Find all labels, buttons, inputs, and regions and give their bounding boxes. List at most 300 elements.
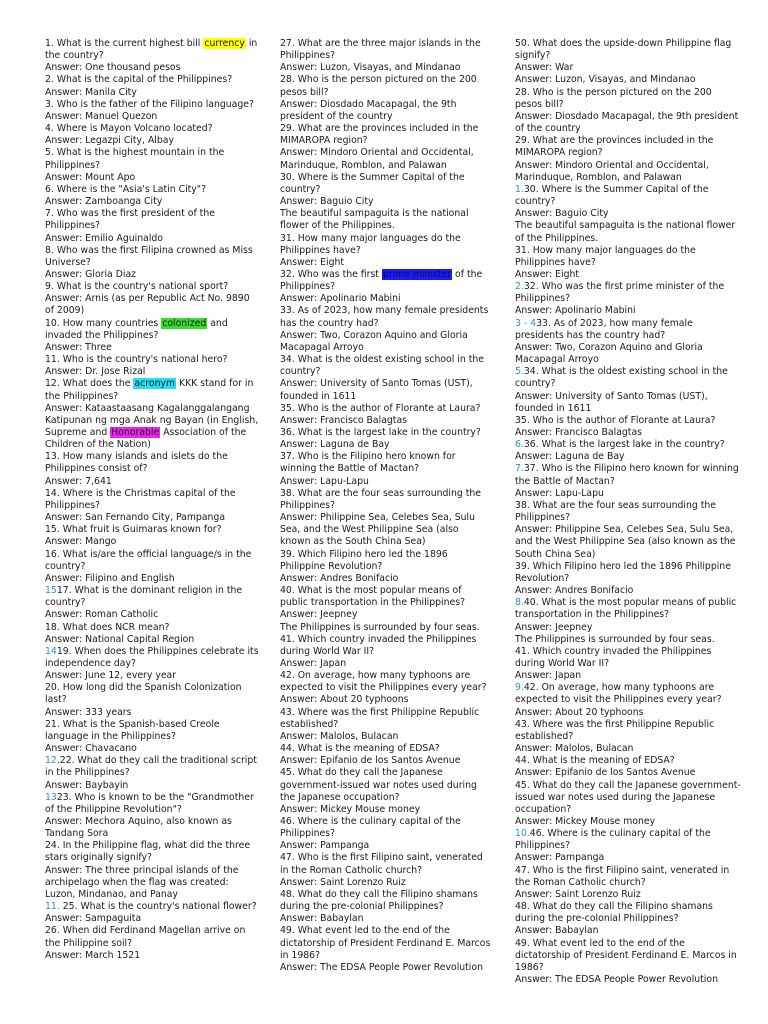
text-run: Answer: Diosdado Macapagal, the 9th president of the country [280,98,457,122]
text-run: 30. Where is the Summer Capital of the country? [280,171,465,195]
text-run: Answer: Jeepney [515,621,593,633]
question-line [45,354,259,366]
text-run: 15. What fruit is Guimaras known for? [45,524,222,536]
text-run: Answer: Andres Bonifacio [515,585,634,597]
text-run: Answer: University of Santo Tomas (UST), founded in 1611 [515,390,708,414]
question-line [280,549,492,573]
answer-line [280,755,492,767]
answer-line [45,634,259,646]
text-run: 2. What is the capital of the Philippines? [45,74,233,86]
text-run: 48. What do they call the Filipino shamans during the pre-colonial Philippines? [515,901,713,925]
text-run: Answer: The EDSA People Power Revolution [515,974,718,986]
question-line [45,755,259,779]
text-run: 40. What is the most popular means of public transportation in the Philippines? [515,597,737,621]
answer-line [45,512,259,524]
question-line [515,865,741,889]
question-line [280,38,492,62]
answer-line [515,622,741,634]
text-run: Answer: Manuel Quezon [45,110,158,122]
text-run: 47. Who is the first Filipino saint, venerated in the Roman Catholic church? [515,864,730,888]
text-run: 20. How long did the Spanish Colonization last? [45,682,242,706]
question-line [515,38,741,62]
answer-line [45,950,259,962]
text-run: 8. Who was the first Filipina crowned as Miss Universe? [45,244,253,268]
text-run: Answer: Roman Catholic [45,609,159,621]
answer-line [515,488,741,500]
answer-line [45,476,259,488]
answer-line [515,111,741,135]
answer-line [515,816,741,828]
text-run: Answer: Mindoro Oriental and Occidental, Marinduque, Romblon, and Palawan [515,159,709,183]
answer-line [515,208,741,220]
question-line [515,719,741,743]
question-line [515,184,741,208]
text-run: 36. What is the largest lake in the country? [280,427,481,438]
text-run: 38. What are the four seas surrounding the Philippines? [280,487,481,511]
answer-line [45,780,259,792]
text-run: Answer: Two, Corazon Aquino and Gloria Macapagal Arroyo [280,329,468,353]
answer-line [45,342,259,354]
question-line [515,366,741,390]
text-run: 30. Where is the Summer Capital of the country? [515,183,709,208]
text-run: in the country? [45,38,258,62]
question-line [515,682,741,706]
text-run: Answer: Mickey Mouse money [280,803,421,815]
question-line [280,427,492,439]
answer-line [280,913,492,925]
question-line [515,318,741,342]
text-run: 33. As of 2023, how many female presidents has the country had? [280,305,489,329]
answer-line [280,257,492,269]
answer-line [45,293,259,317]
question-line [280,889,492,913]
answer-line [515,889,741,901]
question-line [515,281,741,305]
text-run: Answer: Eight [280,256,345,268]
question-line [515,220,741,244]
answer-line [45,816,259,840]
answer-line [45,743,259,755]
text-run: The Philippines is surrounded by four seas. [515,633,715,645]
question-line [45,901,259,913]
text-run: Answer: Malolos, Bulacan [280,730,399,742]
answer-line [515,269,741,281]
text-run: Answer: Philippine Sea, Celebes Sea, Sulu Sea, and the West Philippine Sea (also known as the South China Sea) [515,524,736,560]
text-run: 43. Where was the first Philippine Republic established? [280,706,480,730]
answer-line [515,160,741,184]
text-run: 37. Who is the Filipino hero known for winning the Battle of Mactan? [280,451,456,475]
text-run: Answer: Epifanio de los Santos Avenue [515,767,696,779]
text-run: Answer: National Capital Region [45,633,195,645]
question-line [515,87,741,111]
question-line [45,792,259,816]
text-run: Answer: Andres Bonifacio [280,572,399,584]
text-column-1 [45,38,259,962]
answer-line [280,877,492,889]
text-run: Answer: Philippine Sea, Celebes Sea, Sulu Sea, and the West Philippine Sea (also known as the South China Sea) [280,512,476,548]
text-run: 41. Which country invaded the Philippines during World War II? [515,645,712,669]
question-line [515,463,741,487]
answer-line [45,913,259,925]
text-run: 41. Which country invaded the Philippines during World War II? [280,633,477,657]
text-run: 49. What event led to the end of the dictatorship of President Ferdinand E. Marcos in 1986? [280,925,491,961]
text-run: 34. What is the oldest existing school in the country? [280,354,484,378]
question-line [45,622,259,634]
text-run: 43. Where was the first Philippine Republic established? [515,718,715,742]
text-run: Answer: 333 years [45,706,132,718]
text-run: Answer: Babaylan [280,913,364,925]
answer-line [280,415,492,427]
answer-line [45,865,259,901]
text-run: 13. How many islands and islets do the Philippines consist of? [45,451,228,475]
answer-line [45,233,259,245]
list-number: 3 - 4 [515,317,537,329]
text-run: Answer: Baybayin [45,779,129,791]
answer-line [45,573,259,585]
text-run: 9. What is the country's national sport? [45,281,229,293]
question-line [45,123,259,135]
list-number: 1. [515,183,524,195]
text-run: Association of the Children of the Nation) [45,427,247,451]
answer-line [515,585,741,597]
question-line [280,767,492,803]
text-run: Answer: Zamboanga City [45,196,163,208]
answer-line [280,476,492,488]
question-line [280,172,492,196]
text-run: Answer: The three principal islands of the archipelago when the flag was created: Luzon, Mindanao, and Panay [45,864,239,900]
question-line [515,646,741,670]
text-run: Answer: Chavacano [45,743,137,755]
text-run: 27. What are the three major islands in the Philippines? [280,38,481,62]
text-run: 21. What is the Spanish-based Creole language in the Philippines? [45,718,220,742]
text-run: 31. How many major languages do the Philippines have? [515,244,696,268]
answer-line [280,293,492,305]
question-line [45,38,259,62]
text-run: of the Philippines? [280,268,483,293]
text-run: 34. What is the oldest existing school in the country? [515,366,728,390]
text-run: Answer: Apolinario Mabini [515,305,636,317]
question-line [45,245,259,269]
text-run: Answer: Jeepney [280,609,358,621]
text-run: KKK stand for in the Philippines? [45,378,254,402]
list-number: 12 [45,755,57,767]
text-run: 6. Where is the "Asia's Latin City"? [45,183,207,195]
answer-line [45,609,259,621]
text-run: Answer: Mount Apo [45,171,136,183]
question-line [515,901,741,925]
question-line [280,852,492,876]
highlighted-word: currency [204,38,245,49]
text-run: Answer: Mango [45,536,117,548]
answer-line [280,62,492,74]
question-line [45,585,259,609]
question-line [280,622,492,634]
text-run: 31. How many major languages do the Philippines have? [280,232,461,256]
list-number: 2. [515,281,524,293]
question-line [280,74,492,98]
text-run: Answer: Francisco Balagtas [280,414,407,426]
answer-line [280,439,492,451]
highlighted-word: acronym [134,378,176,390]
answer-line [45,62,259,74]
answer-line [515,974,741,986]
text-run: Answer: Laguna de Bay [515,451,625,463]
highlighted-word: colonized [162,317,207,329]
question-line [45,524,259,536]
answer-line [280,962,492,974]
text-run: 14. Where is the Christmas capital of the Philippines? [45,487,236,511]
answer-line [515,670,741,682]
question-line [280,707,492,731]
answer-line [45,366,259,378]
answer-line [515,427,741,439]
text-run: 23. Who is known to be the "Grandmother of the Philippine Revolution"? [45,791,254,815]
text-run: 44. What is the meaning of EDSA? [515,755,675,767]
question-line [45,208,259,232]
question-line [45,549,259,573]
answer-line [515,743,741,755]
list-number: 5. [515,366,524,378]
question-line [45,682,259,706]
list-number: 10. [515,828,530,840]
text-run: Answer: Luzon, Visayas, and Mindanao [515,74,696,86]
text-run: Answer: Baguio City [280,196,374,208]
question-line [515,561,741,585]
list-number: 13 [45,791,57,803]
text-run: 35. Who is the author of Florante at Laura? [280,402,481,414]
answer-line [45,269,259,281]
answer-line [45,135,259,147]
question-line [45,184,259,196]
text-run: Answer: Pampanga [515,852,605,864]
answer-line [280,99,492,123]
question-line [280,925,492,961]
answer-line [280,147,492,171]
text-run: Answer: Laguna de Bay [280,439,390,451]
question-line [45,719,259,743]
text-run: 47. Who is the first Filipino saint, venerated in the Roman Catholic church? [280,852,483,876]
text-run: Answer: Filipino and English [45,572,175,584]
question-line [280,816,492,840]
text-run: Answer: Francisco Balagtas [515,427,642,438]
answer-line [280,658,492,670]
text-run: 40. What is the most popular means of public transportation in the Philippines? [280,585,466,609]
text-run: Answer: June 12, every year [45,670,177,682]
text-run: 29. What are the provinces included in the MIMAROPA region? [280,123,479,147]
text-run: Answer: 7,641 [45,475,112,487]
answer-line [280,330,492,354]
answer-line [45,536,259,548]
question-line [515,500,741,524]
text-run: 32. Who was the first prime minister of the Philippines? [515,281,725,305]
question-line [45,840,259,864]
question-line [515,415,741,427]
question-line [515,938,741,974]
text-run: 18. What does NCR mean? [45,621,170,633]
question-line [280,743,492,755]
answer-line [515,707,741,719]
text-run: 36. What is the largest lake in the country? [523,439,725,451]
answer-line [45,670,259,682]
question-line [515,597,741,621]
question-line [515,135,741,159]
text-run: 25. What is the country's national flower? [59,901,257,913]
answer-line [515,524,741,560]
text-run: The beautiful sampaguita is the national flower of the Philippines. [515,220,736,244]
question-line [280,451,492,475]
text-run: 19. When does the Philippines celebrate its independence day? [45,645,259,669]
text-run: Answer: About 20 typhoons [280,694,409,706]
answer-line [515,74,741,86]
text-run: 44. What is the meaning of EDSA? [280,743,440,755]
text-run: Answer: Three [45,341,112,353]
answer-line [280,694,492,706]
question-line [45,74,259,86]
text-run: 17. What is the dominant religion in the country? [45,585,243,609]
text-run: 11. Who is the country's national hero? [45,354,228,366]
question-line [280,670,492,694]
question-line [280,488,492,512]
answer-line [515,767,741,779]
text-run: Answer: Two, Corazon Aquino and Gloria Macapagal Arroyo [515,341,703,366]
list-number: 15 [45,585,57,597]
text-column-2 [280,38,492,974]
text-run: The Philippines is surrounded by four seas. [280,621,480,633]
text-run: 35. Who is the author of Florante at Laura? [515,414,716,426]
text-run: Answer: Dr. Jose Rizal [45,366,146,378]
text-run: Answer: About 20 typhoons [515,706,644,718]
answer-line [280,804,492,816]
text-run: Answer: Legazpi City, Albay [45,135,174,147]
text-run: 10. How many countries [45,317,162,329]
text-run: Answer: Mindoro Oriental and Occidental, Marinduque, Romblon, and Palawan [280,147,474,171]
question-line [280,305,492,329]
question-line [280,354,492,378]
question-line [280,585,492,609]
text-run: 45. What do they call the Japanese government-issued war notes used during the Japanese occupation? [280,767,477,803]
question-line [280,403,492,415]
text-run: Answer: The EDSA People Power Revolution [280,961,483,973]
answer-line [280,512,492,548]
text-run: Answer: One thousand pesos [45,62,181,74]
text-run: Answer: San Fernando City, Pampanga [45,512,226,524]
text-run: Answer: Japan [280,657,347,669]
text-run: 16. What is/are the official language/s in the country? [45,548,252,572]
question-line [45,378,259,402]
text-run: 7. Who was the first president of the Philippines? [45,208,215,232]
question-line [45,488,259,512]
answer-line [515,305,741,317]
text-column-3 [515,38,741,986]
question-line [515,245,741,269]
question-line [515,828,741,852]
list-number: 6. [515,439,524,451]
answer-line [280,196,492,208]
question-line [280,634,492,658]
text-run: Answer: University of Santo Tomas (UST), founded in 1611 [280,378,473,402]
text-run: 29. What are the provinces included in the MIMAROPA region? [515,135,714,159]
answer-line [45,172,259,184]
text-run: 5. What is the highest mountain in the Philippines? [45,147,225,171]
question-line [45,147,259,171]
question-line [45,451,259,475]
text-run: Answer: Pampanga [280,840,370,852]
highlighted-word: prime minister [382,268,452,280]
answer-line [280,573,492,585]
question-line [45,925,259,949]
highlighted-word: Honorable [111,427,160,438]
text-run: 46. Where is the culinary capital of the Philippines? [515,828,711,852]
answer-line [280,840,492,852]
text-run: .22. What do they call the traditional script in the Philippines? [45,755,257,779]
text-run: 28. Who is the person pictured on the 200 pesos bill? [280,74,477,98]
text-run: Answer: Eight [515,268,580,280]
list-number: 14 [45,645,57,657]
text-run: 42. On average, how many typhoons are expected to visit the Philippines every year? [515,682,722,706]
text-run: 39. Which Filipino hero led the 1896 Philippine Revolution? [515,560,731,584]
answer-line [280,731,492,743]
answer-line [280,378,492,402]
text-run: 49. What event led to the end of the dictatorship of President Ferdinand E. Marcos in 1986? [515,937,737,973]
list-number: 11. [45,901,60,913]
text-run: 42. On average, how many typhoons are expected to visit the Philippines every year? [280,670,487,694]
question-line [280,269,492,293]
answer-line [45,403,259,452]
text-run: 37. Who is the Filipino hero known for winning the Battle of Mactan? [515,463,739,487]
text-run: 39. Which Filipino hero led the 1896 Philippine Revolution? [280,548,448,572]
text-run: Answer: Baguio City [515,208,609,220]
text-run: Answer: Sampaguita [45,913,142,925]
text-run: Answer: March 1521 [45,949,141,961]
text-run: 32. Who was the first [280,268,382,280]
text-run: 48. What do they call the Filipino shamans during the pre-colonial Philippines? [280,888,478,913]
answer-line [515,925,741,937]
question-line [280,208,492,232]
text-run: 24. In the Philippine flag, what did the three stars originally signify? [45,840,251,864]
text-run: 50. What does the upside-down Philippine flag signify? [515,38,732,62]
text-run: Answer: Manila City [45,86,137,98]
text-run: 38. What are the four seas surrounding the Philippines? [515,499,716,524]
text-run: Answer: Malolos, Bulacan [515,743,634,755]
answer-line [45,707,259,719]
text-run: Answer: Luzon, Visayas, and Mindanao [280,62,461,74]
answer-line [45,111,259,123]
answer-line [515,342,741,366]
text-run: 33. As of 2023, how many female presidents has the country had? [515,317,693,341]
question-line [280,123,492,147]
text-run: The beautiful sampaguita is the national flower of the Philippines. [280,208,469,232]
text-run: Answer: Babaylan [515,925,599,937]
text-run: Answer: Kataastaasang Kagalanggalangang Katipunan ng mga Anak ng Bayan (in English, Supreme and [45,402,259,438]
text-run: 4. Where is Mayon Volcano located? [45,123,213,135]
answer-line [515,391,741,415]
text-run: Answer: Diosdado Macapagal, the 9th president of the country [515,110,739,135]
list-number: 9. [515,682,524,694]
text-run: Answer: War [515,62,574,74]
text-run: 28. Who is the person pictured on the 200 pesos bill? [515,86,712,110]
list-number: 7. [515,463,524,475]
question-line [515,634,741,646]
text-run: 45. What do they call the Japanese government-issued war notes used during the Japanese occupation? [515,779,741,815]
text-run: Answer: Lapu-Lapu [280,475,369,487]
answer-line [515,62,741,74]
list-number: 8. [515,597,524,609]
text-run: 26. When did Ferdinand Magellan arrive on the Philippine soil? [45,925,246,949]
text-run: Answer: Saint Lorenzo Ruiz [515,888,641,900]
text-run: 12. What does the [45,378,134,390]
text-run: 3. Who is the father of the Filipino language? [45,98,254,110]
answer-line [45,196,259,208]
